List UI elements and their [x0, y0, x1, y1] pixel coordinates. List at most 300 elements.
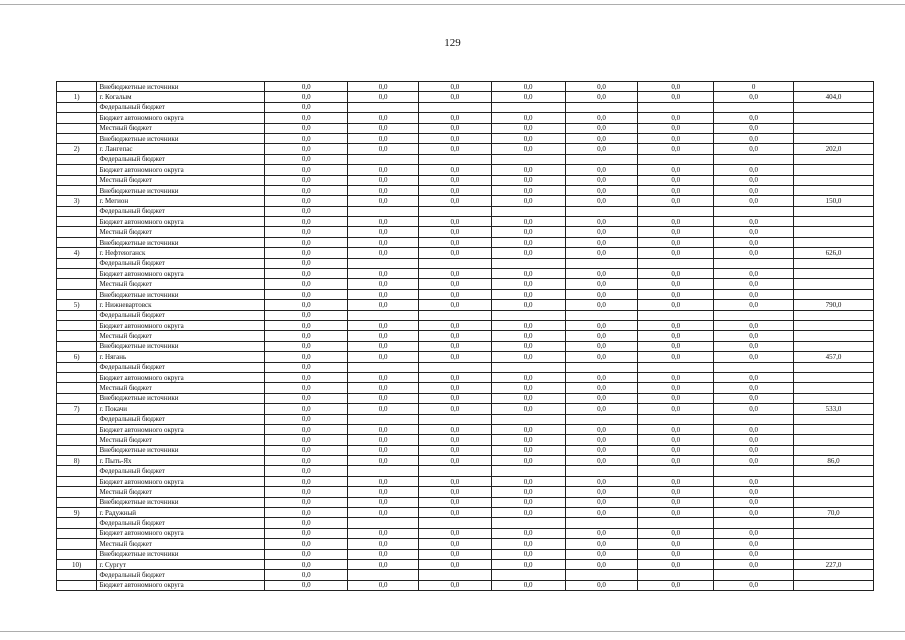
value-cell: 0,0	[265, 165, 348, 175]
value-cell: 0,0	[348, 320, 419, 330]
value-cell: 0,0	[418, 269, 491, 279]
row-name: Федеральный бюджет	[97, 362, 265, 372]
value-cell: 0,0	[565, 352, 638, 362]
value-cell: 0,0	[418, 237, 491, 247]
value-cell	[638, 102, 714, 112]
value-cell: 0,0	[491, 92, 565, 102]
value-cell	[638, 518, 714, 528]
value-cell: 0,0	[265, 175, 348, 185]
value-cell: 0,0	[265, 217, 348, 227]
table-row	[57, 559, 874, 569]
value-cell: 0,0	[565, 559, 638, 569]
table-row	[57, 414, 874, 424]
value-cell: 0,0	[491, 248, 565, 258]
value-cell	[418, 518, 491, 528]
row-number: 7)	[57, 404, 97, 414]
value-cell: 0,0	[714, 424, 794, 434]
value-cell: 0,0	[638, 217, 714, 227]
row-name: Внебюджетные источники	[97, 237, 265, 247]
table-row	[57, 269, 874, 279]
value-cell	[348, 206, 419, 216]
table-row	[57, 133, 874, 143]
value-cell: 0,0	[638, 372, 714, 382]
value-cell: 0,0	[265, 300, 348, 310]
value-cell: 0,0	[638, 237, 714, 247]
value-cell: 0,0	[348, 92, 419, 102]
total-cell	[794, 466, 874, 476]
row-name: г. Пыть-Ях	[97, 456, 265, 466]
value-cell: 0,0	[265, 102, 348, 112]
value-cell: 0,0	[714, 144, 794, 154]
value-cell	[714, 570, 794, 580]
row-number	[57, 123, 97, 133]
value-cell: 0,0	[418, 487, 491, 497]
row-number: 5)	[57, 300, 97, 310]
value-cell	[638, 258, 714, 268]
value-cell	[348, 362, 419, 372]
row-number	[57, 258, 97, 268]
row-name: Внебюджетные источники	[97, 549, 265, 559]
value-cell: 0,0	[348, 217, 419, 227]
value-cell: 0,0	[348, 476, 419, 486]
table-row	[57, 476, 874, 486]
value-cell	[714, 414, 794, 424]
total-cell: 227,0	[794, 559, 874, 569]
total-cell	[794, 82, 874, 92]
row-number: 3)	[57, 196, 97, 206]
table-row	[57, 518, 874, 528]
row-number	[57, 393, 97, 403]
row-name: Федеральный бюджет	[97, 466, 265, 476]
value-cell: 0,0	[491, 289, 565, 299]
value-cell: 0,0	[638, 248, 714, 258]
value-cell	[714, 310, 794, 320]
row-number	[57, 113, 97, 123]
value-cell: 0,0	[638, 289, 714, 299]
value-cell: 0,0	[418, 175, 491, 185]
value-cell: 0,0	[565, 424, 638, 434]
value-cell: 0,0	[265, 227, 348, 237]
value-cell: 0,0	[638, 144, 714, 154]
value-cell: 0,0	[265, 341, 348, 351]
row-number	[57, 580, 97, 590]
value-cell: 0,0	[265, 580, 348, 590]
row-number	[57, 165, 97, 175]
row-name: Внебюджетные источники	[97, 289, 265, 299]
table-row	[57, 320, 874, 330]
row-number	[57, 133, 97, 143]
total-cell	[794, 331, 874, 341]
value-cell: 0,0	[348, 248, 419, 258]
value-cell: 0,0	[491, 580, 565, 590]
table-row	[57, 362, 874, 372]
value-cell: 0,0	[714, 331, 794, 341]
value-cell	[565, 466, 638, 476]
value-cell: 0,0	[714, 549, 794, 559]
row-number	[57, 414, 97, 424]
value-cell: 0,0	[265, 133, 348, 143]
value-cell: 0,0	[638, 487, 714, 497]
value-cell	[638, 154, 714, 164]
value-cell	[638, 206, 714, 216]
value-cell	[348, 518, 419, 528]
value-cell: 0,0	[418, 123, 491, 133]
value-cell: 0,0	[714, 123, 794, 133]
total-cell	[794, 518, 874, 528]
value-cell: 0,0	[418, 559, 491, 569]
value-cell	[638, 466, 714, 476]
total-cell: 202,0	[794, 144, 874, 154]
value-cell: 0,0	[714, 227, 794, 237]
value-cell: 0,0	[491, 144, 565, 154]
table-row	[57, 331, 874, 341]
row-name: Федеральный бюджет	[97, 258, 265, 268]
value-cell: 0,0	[418, 539, 491, 549]
value-cell	[491, 414, 565, 424]
table-row	[57, 424, 874, 434]
value-cell: 0,0	[265, 497, 348, 507]
value-cell: 0,0	[638, 165, 714, 175]
table-row	[57, 341, 874, 351]
table-row	[57, 528, 874, 538]
row-name: Местный бюджет	[97, 383, 265, 393]
table-row	[57, 383, 874, 393]
value-cell: 0,0	[418, 456, 491, 466]
value-cell: 0,0	[265, 248, 348, 258]
row-number	[57, 435, 97, 445]
value-cell: 0,0	[265, 445, 348, 455]
value-cell: 0,0	[565, 476, 638, 486]
value-cell	[565, 258, 638, 268]
value-cell	[491, 466, 565, 476]
value-cell: 0,0	[491, 269, 565, 279]
row-name: Внебюджетные источники	[97, 497, 265, 507]
row-name: Местный бюджет	[97, 435, 265, 445]
value-cell: 0,0	[638, 539, 714, 549]
value-cell: 0,0	[418, 497, 491, 507]
value-cell: 0,0	[638, 393, 714, 403]
table-row	[57, 279, 874, 289]
value-cell: 0,0	[348, 539, 419, 549]
value-cell: 0,0	[348, 269, 419, 279]
value-cell: 0,0	[348, 424, 419, 434]
row-name: Внебюджетные источники	[97, 393, 265, 403]
value-cell: 0,0	[565, 497, 638, 507]
value-cell: 0,0	[714, 320, 794, 330]
row-name: Местный бюджет	[97, 279, 265, 289]
budget-table-body	[57, 82, 874, 591]
value-cell: 0,0	[638, 508, 714, 518]
value-cell: 0,0	[714, 279, 794, 289]
row-name: Местный бюджет	[97, 331, 265, 341]
row-number	[57, 528, 97, 538]
value-cell: 0,0	[265, 570, 348, 580]
value-cell: 0,0	[418, 393, 491, 403]
value-cell: 0,0	[714, 248, 794, 258]
value-cell: 0,0	[491, 113, 565, 123]
row-name: г. Лангепас	[97, 144, 265, 154]
total-cell	[794, 476, 874, 486]
value-cell: 0,0	[714, 237, 794, 247]
row-name: Федеральный бюджет	[97, 310, 265, 320]
value-cell: 0,0	[638, 383, 714, 393]
value-cell: 0,0	[348, 497, 419, 507]
row-number: 10)	[57, 559, 97, 569]
total-cell: 86,0	[794, 456, 874, 466]
value-cell: 0,0	[418, 165, 491, 175]
value-cell: 0,0	[491, 508, 565, 518]
value-cell	[638, 414, 714, 424]
value-cell	[348, 258, 419, 268]
value-cell: 0,0	[348, 331, 419, 341]
value-cell	[418, 570, 491, 580]
total-cell	[794, 237, 874, 247]
value-cell	[714, 206, 794, 216]
value-cell: 0,0	[418, 217, 491, 227]
row-name: г. Мегион	[97, 196, 265, 206]
value-cell	[348, 466, 419, 476]
table-row	[57, 258, 874, 268]
row-name: Федеральный бюджет	[97, 206, 265, 216]
total-cell	[794, 289, 874, 299]
value-cell: 0,0	[638, 175, 714, 185]
value-cell	[418, 310, 491, 320]
value-cell: 0,0	[638, 133, 714, 143]
value-cell: 0,0	[638, 528, 714, 538]
table-row	[57, 310, 874, 320]
total-cell	[794, 113, 874, 123]
value-cell: 0,0	[348, 435, 419, 445]
value-cell: 0,0	[418, 341, 491, 351]
value-cell: 0,0	[418, 196, 491, 206]
row-number	[57, 217, 97, 227]
row-number: 1)	[57, 92, 97, 102]
row-name: Местный бюджет	[97, 175, 265, 185]
value-cell: 0,0	[265, 289, 348, 299]
value-cell: 0,0	[714, 196, 794, 206]
value-cell	[638, 310, 714, 320]
value-cell: 0,0	[418, 185, 491, 195]
value-cell	[491, 570, 565, 580]
row-name: Бюджет автономного округа	[97, 424, 265, 434]
total-cell	[794, 383, 874, 393]
value-cell	[638, 570, 714, 580]
value-cell: 0,0	[491, 383, 565, 393]
value-cell: 0,0	[638, 227, 714, 237]
row-name: Внебюджетные источники	[97, 185, 265, 195]
value-cell: 0,0	[418, 404, 491, 414]
row-name: г. Когалым	[97, 92, 265, 102]
table-row	[57, 549, 874, 559]
total-cell	[794, 362, 874, 372]
value-cell: 0,0	[418, 279, 491, 289]
total-cell: 790,0	[794, 300, 874, 310]
value-cell	[565, 570, 638, 580]
value-cell	[418, 362, 491, 372]
table-row	[57, 154, 874, 164]
value-cell: 0,0	[491, 476, 565, 486]
value-cell: 0,0	[565, 92, 638, 102]
value-cell: 0,0	[265, 362, 348, 372]
row-number: 8)	[57, 456, 97, 466]
value-cell: 0,0	[565, 175, 638, 185]
value-cell: 0,0	[348, 82, 419, 92]
total-cell	[794, 217, 874, 227]
value-cell: 0,0	[491, 217, 565, 227]
total-cell	[794, 528, 874, 538]
value-cell: 0,0	[491, 352, 565, 362]
row-number	[57, 341, 97, 351]
value-cell: 0,0	[565, 113, 638, 123]
value-cell: 0,0	[348, 113, 419, 123]
row-number	[57, 466, 97, 476]
value-cell	[348, 310, 419, 320]
value-cell: 0,0	[265, 456, 348, 466]
table-row	[57, 248, 874, 258]
value-cell: 0,0	[265, 196, 348, 206]
table-row	[57, 206, 874, 216]
total-cell	[794, 372, 874, 382]
total-cell	[794, 414, 874, 424]
value-cell: 0,0	[714, 559, 794, 569]
value-cell: 0,0	[491, 185, 565, 195]
value-cell: 0,0	[348, 404, 419, 414]
row-name: Местный бюджет	[97, 487, 265, 497]
value-cell	[348, 414, 419, 424]
value-cell: 0,0	[491, 549, 565, 559]
value-cell: 0,0	[348, 549, 419, 559]
value-cell: 0,0	[638, 113, 714, 123]
value-cell: 0,0	[638, 92, 714, 102]
value-cell	[565, 206, 638, 216]
value-cell	[418, 258, 491, 268]
value-cell	[565, 414, 638, 424]
value-cell: 0,0	[348, 227, 419, 237]
value-cell: 0,0	[418, 352, 491, 362]
value-cell: 0,0	[348, 393, 419, 403]
row-number	[57, 383, 97, 393]
value-cell: 0,0	[714, 133, 794, 143]
value-cell: 0,0	[714, 289, 794, 299]
table-row	[57, 217, 874, 227]
value-cell	[348, 102, 419, 112]
value-cell	[491, 310, 565, 320]
value-cell: 0,0	[714, 445, 794, 455]
value-cell: 0,0	[265, 92, 348, 102]
value-cell: 0,0	[265, 320, 348, 330]
table-row	[57, 580, 874, 590]
value-cell: 0,0	[565, 393, 638, 403]
value-cell: 0,0	[565, 445, 638, 455]
value-cell: 0,0	[348, 279, 419, 289]
value-cell: 0,0	[418, 435, 491, 445]
value-cell: 0,0	[265, 372, 348, 382]
value-cell: 0,0	[265, 466, 348, 476]
value-cell	[565, 102, 638, 112]
total-cell: 533,0	[794, 404, 874, 414]
row-number	[57, 269, 97, 279]
value-cell: 0,0	[348, 237, 419, 247]
table-row	[57, 372, 874, 382]
value-cell: 0,0	[714, 487, 794, 497]
total-cell	[794, 497, 874, 507]
total-cell	[794, 580, 874, 590]
value-cell: 0,0	[491, 175, 565, 185]
value-cell	[714, 154, 794, 164]
value-cell: 0,0	[491, 404, 565, 414]
value-cell: 0,0	[265, 393, 348, 403]
row-number: 2)	[57, 144, 97, 154]
value-cell: 0,0	[714, 383, 794, 393]
row-name: Федеральный бюджет	[97, 154, 265, 164]
row-number: 4)	[57, 248, 97, 258]
value-cell: 0,0	[491, 497, 565, 507]
value-cell: 0,0	[418, 82, 491, 92]
value-cell: 0,0	[265, 279, 348, 289]
value-cell: 0,0	[714, 476, 794, 486]
row-number	[57, 372, 97, 382]
row-number	[57, 175, 97, 185]
value-cell: 0,0	[565, 227, 638, 237]
value-cell: 0,0	[565, 320, 638, 330]
value-cell: 0,0	[418, 383, 491, 393]
value-cell: 0,0	[418, 424, 491, 434]
table-row	[57, 185, 874, 195]
row-name: Бюджет автономного округа	[97, 113, 265, 123]
value-cell: 0,0	[565, 237, 638, 247]
value-cell: 0,0	[714, 113, 794, 123]
row-number	[57, 320, 97, 330]
value-cell: 0,0	[565, 217, 638, 227]
value-cell: 0,0	[418, 227, 491, 237]
row-number	[57, 82, 97, 92]
table-row	[57, 352, 874, 362]
value-cell	[565, 518, 638, 528]
row-name: Бюджет автономного округа	[97, 269, 265, 279]
table-row	[57, 165, 874, 175]
row-name: г. Нягань	[97, 352, 265, 362]
value-cell: 0,0	[714, 185, 794, 195]
table-row	[57, 300, 874, 310]
total-cell: 457,0	[794, 352, 874, 362]
row-number: 6)	[57, 352, 97, 362]
value-cell: 0,0	[491, 133, 565, 143]
value-cell: 0,0	[265, 508, 348, 518]
row-number	[57, 289, 97, 299]
table-row	[57, 175, 874, 185]
value-cell	[714, 102, 794, 112]
value-cell: 0,0	[565, 508, 638, 518]
total-cell: 70,0	[794, 508, 874, 518]
value-cell: 0,0	[265, 113, 348, 123]
row-name: Бюджет автономного округа	[97, 165, 265, 175]
value-cell: 0,0	[565, 300, 638, 310]
value-cell: 0,0	[418, 580, 491, 590]
row-name: Местный бюджет	[97, 227, 265, 237]
value-cell: 0,0	[418, 549, 491, 559]
value-cell: 0,0	[265, 144, 348, 154]
row-number	[57, 206, 97, 216]
value-cell: 0,0	[265, 539, 348, 549]
row-number	[57, 497, 97, 507]
value-cell: 0,0	[418, 476, 491, 486]
total-cell	[794, 570, 874, 580]
value-cell	[418, 102, 491, 112]
value-cell: 0,0	[565, 549, 638, 559]
value-cell: 0,0	[265, 258, 348, 268]
row-number	[57, 476, 97, 486]
total-cell	[794, 435, 874, 445]
